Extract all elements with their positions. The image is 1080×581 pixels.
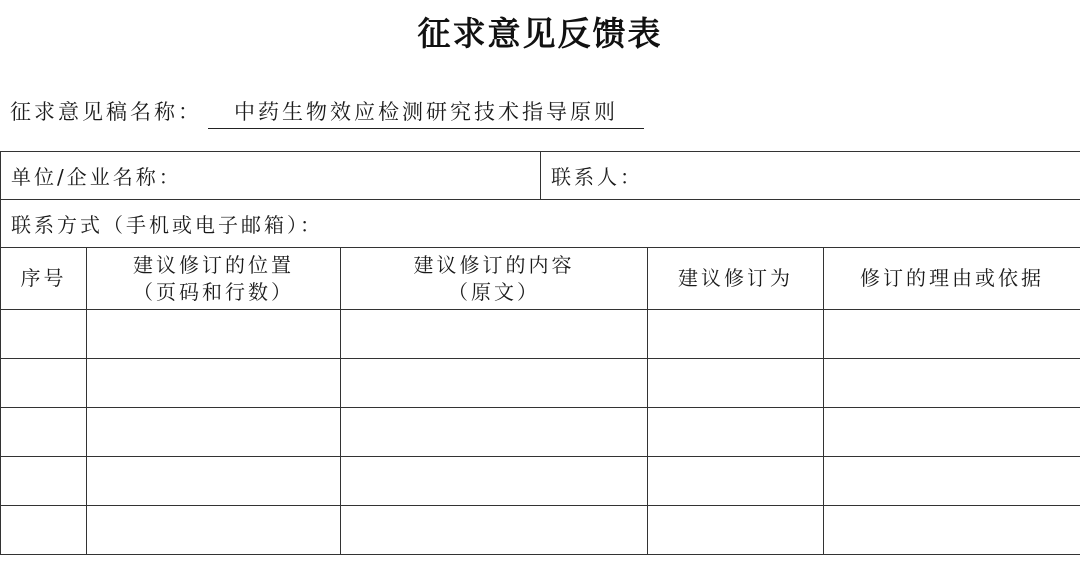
- table-row: [1, 310, 1080, 359]
- serial-cell[interactable]: [1, 310, 87, 359]
- header-reason-text: 修订的理由或依据: [860, 266, 1045, 290]
- table-row: [1, 359, 1080, 408]
- unit-name-cell[interactable]: [1, 152, 541, 200]
- position-cell[interactable]: [87, 359, 341, 408]
- header-serial: [1, 248, 87, 310]
- revision-cell[interactable]: [648, 457, 824, 506]
- original-cell[interactable]: [341, 506, 648, 555]
- serial-cell[interactable]: [1, 506, 87, 555]
- original-cell[interactable]: [341, 408, 648, 457]
- position-cell[interactable]: [87, 457, 341, 506]
- contact-method-cell[interactable]: [1, 200, 1080, 248]
- form-title: 征求意见反馈表: [417, 14, 663, 53]
- original-cell[interactable]: [341, 310, 648, 359]
- position-cell[interactable]: [87, 408, 341, 457]
- header-original-line2: （原文）: [448, 279, 540, 304]
- header-position-line1: 建议修订的位置: [133, 252, 294, 277]
- reason-cell[interactable]: [824, 359, 1080, 408]
- serial-cell[interactable]: [1, 457, 87, 506]
- contact-row: [1, 200, 1080, 248]
- serial-cell[interactable]: [1, 359, 87, 408]
- draft-name-value: 中药生物效应检测研究技术指导原则: [208, 96, 644, 129]
- unit-row: [1, 152, 1080, 200]
- table-row: [1, 408, 1080, 457]
- reason-cell[interactable]: [824, 457, 1080, 506]
- original-cell[interactable]: [341, 359, 648, 408]
- table-row: [1, 457, 1080, 506]
- contact-person-cell[interactable]: [541, 152, 1080, 200]
- feedback-table: [0, 151, 1080, 555]
- header-original-line1: 建议修订的内容: [413, 252, 575, 277]
- reason-cell[interactable]: [824, 408, 1080, 457]
- serial-cell[interactable]: [1, 408, 87, 457]
- header-serial-text: 序号: [20, 266, 67, 290]
- header-revision: [648, 248, 824, 310]
- table-row: [1, 506, 1080, 555]
- contact-method-label: 联系方式（手机或电子邮箱）：: [11, 213, 323, 237]
- header-position-line2: （页码和行数）: [133, 279, 294, 304]
- header-original: [341, 248, 648, 310]
- revision-cell[interactable]: [648, 310, 824, 359]
- draft-name-label: 征求意见稿名称：: [10, 100, 202, 124]
- revision-cell[interactable]: [648, 408, 824, 457]
- original-cell[interactable]: [341, 457, 648, 506]
- header-row: [1, 248, 1080, 310]
- contact-person-label: 联系人：: [551, 165, 644, 189]
- reason-cell[interactable]: [824, 310, 1080, 359]
- header-reason: [824, 248, 1080, 310]
- reason-cell[interactable]: [824, 506, 1080, 555]
- unit-name-label: 单位/企业名称：: [11, 165, 182, 189]
- position-cell[interactable]: [87, 310, 341, 359]
- header-position: [87, 248, 341, 310]
- position-cell[interactable]: [87, 506, 341, 555]
- draft-name-line: [10, 96, 644, 129]
- revision-cell[interactable]: [648, 359, 824, 408]
- revision-cell[interactable]: [648, 506, 824, 555]
- header-revision-text: 建议修订为: [678, 266, 794, 290]
